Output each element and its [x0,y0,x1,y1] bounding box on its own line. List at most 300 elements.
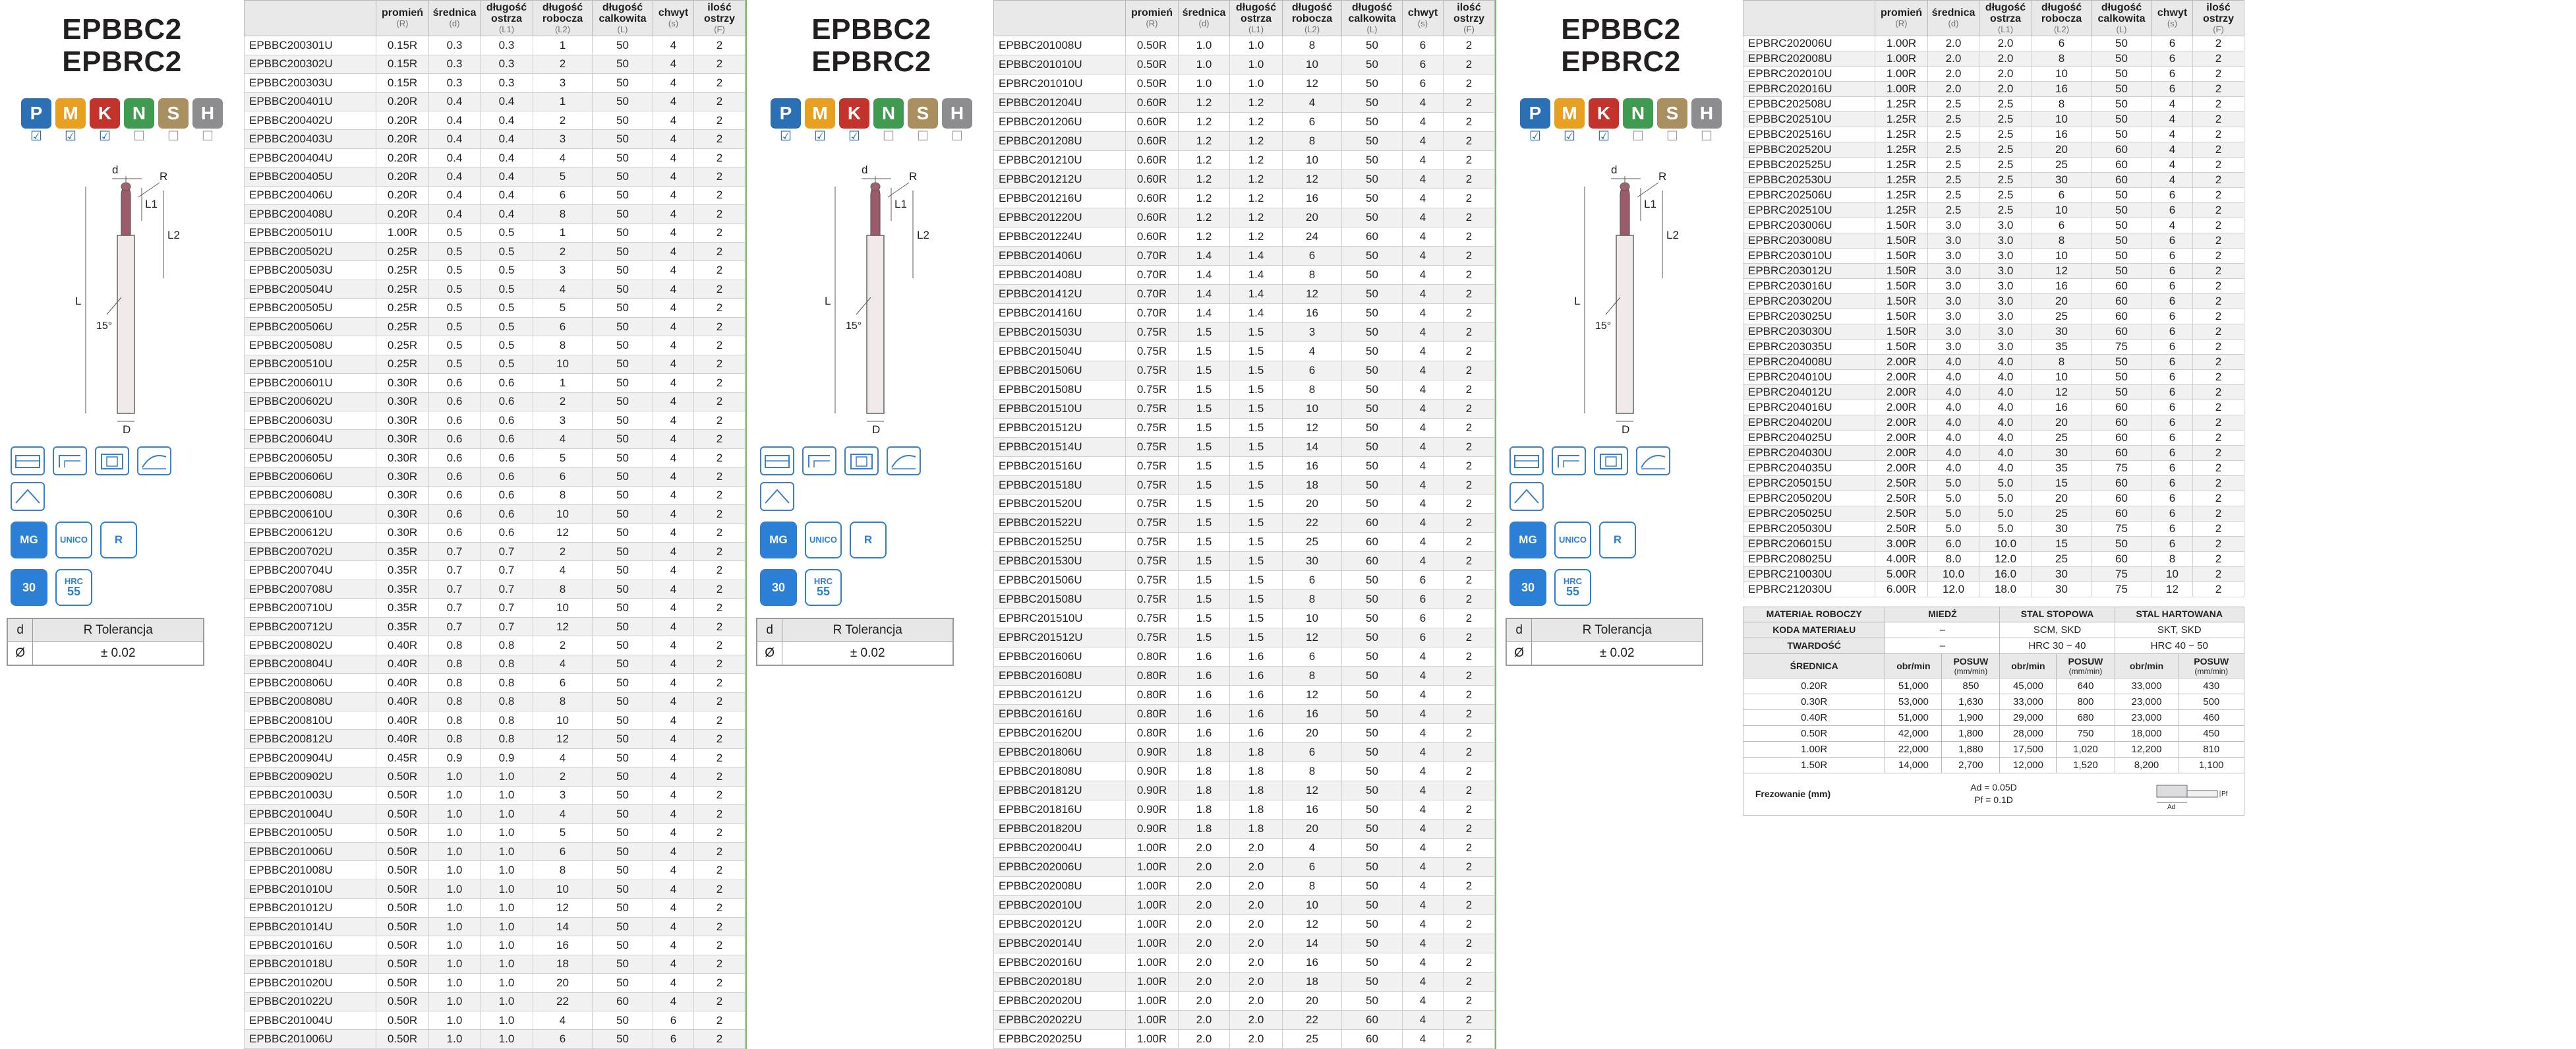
cell-value: 1.0 [429,955,481,973]
cell-value: 60 [2092,158,2152,173]
label-hardness: TWARDOŚĆ [1743,638,1885,653]
cell-value: 4.0 [1928,415,1979,431]
cell-value: 8 [533,861,593,880]
cell-value: 6 [2152,385,2193,400]
cell-value: 2 [2193,188,2244,203]
feature-icon-row-b-1 [7,482,237,511]
cell-value: 0.75R [1126,571,1179,590]
cell-value: 10 [1283,399,1342,418]
cell-value: 30 [2032,324,2092,340]
cell-value: 4 [533,655,593,673]
cell-value: 4 [653,205,694,224]
table-row [994,533,1495,552]
table-row [994,55,1495,75]
cell-value: 1.00R [1126,895,1179,914]
cell-value: 0.50R [376,1011,429,1029]
cell-value: 50 [1342,667,1403,686]
cell-value: 2.0 [1928,51,1979,67]
cell-value: 1.2 [1179,208,1230,227]
cell-value: 12 [533,899,593,917]
cell-value: 1.0 [1230,36,1283,55]
ramping-icon [760,482,794,511]
cell-value: 1.5 [1230,418,1283,437]
cell-value: 4 [1403,647,1444,667]
cell-value: 2 [1444,800,1495,819]
cell-value: 1.5 [1179,495,1230,514]
cell-product-code: EPBBC200501U [245,224,376,242]
cell-value: 2 [1444,418,1495,437]
cell-product-code: EPBBC201010U [994,55,1126,75]
material-icons-row-3 [1506,98,1736,144]
cell-value: 0.40R [376,636,429,655]
cell-value: 50 [593,543,653,561]
table-row [994,75,1495,94]
cell-value: 2 [533,543,593,561]
cell-product-code: EPBBC201408U [994,265,1126,284]
radius-badge [1599,522,1636,558]
cell-value: 2 [2193,567,2244,582]
cell-value: 1.0 [429,861,481,880]
cell-value: 4 [2152,97,2193,112]
cell-value: 60 [2092,415,2152,431]
cell-value: 6 [2152,294,2193,309]
cell-value: 4 [653,167,694,186]
cell-value: 5 [533,299,593,317]
cell-value: 4 [653,992,694,1011]
cell-value: 2 [1444,246,1495,265]
badge-label: MG [1519,533,1537,546]
cell-value: 14 [533,917,593,936]
cell-value: 4 [653,524,694,542]
material-check: ☐ [951,129,963,144]
cell-value: 2 [694,74,746,92]
cell-value: 1.0 [429,1011,481,1029]
cell-value: 2 [694,580,746,598]
column-header-5: długość calkowita (L) [593,1,653,36]
table-row [245,167,746,186]
cell-product-code: EPBBC202508U [1743,97,1875,112]
subheader-rpm: obr/min [2000,653,2057,678]
cell-cutting-value: 450 [2179,725,2244,741]
cell-product-code: EPBBC200403U [245,130,376,148]
cell-value: 2.5 [1979,142,2032,158]
cell-value: 4 [1403,475,1444,495]
cell-value: 2 [694,148,746,167]
tolerance-header-r: R Tolerancja [782,618,953,642]
table-row [994,1010,1495,1029]
cell-value: 0.25R [376,261,429,280]
svg-text:R: R [909,169,918,183]
cell-value: 2 [694,524,746,542]
cell-product-code: EPBBC200508U [245,336,376,355]
table-row [1743,431,2244,446]
cell-product-code: EPBRC203035U [1743,340,1875,355]
cell-product-code: EPBBC202018U [994,972,1126,991]
cell-value: 2.00R [1875,400,1928,415]
cell-value: 4 [1403,437,1444,456]
cell-value: 0.7 [481,561,533,580]
cell-value: 60 [2092,431,2152,446]
table-row [1743,279,2244,294]
cell-value: 50 [1342,75,1403,94]
tolerance-value-r: ± 0.02 [782,642,953,665]
cell-value: 2 [1444,399,1495,418]
cell-value: 16 [1283,189,1342,208]
cell-value: 60 [2092,506,2152,522]
cell-value: 6 [533,186,593,204]
cutting-data-table [1743,607,2244,773]
cell-value: 2 [2193,264,2244,279]
cell-value: 3.0 [1979,264,2032,279]
cell-value: 0.6 [481,448,533,467]
cell-value: 0.15R [376,74,429,92]
cell-value: 4 [1403,705,1444,724]
material-code: SKT, SKD [2115,622,2244,638]
cell-value: 4.0 [1928,400,1979,415]
cell-value: 50 [1342,895,1403,914]
cell-value: 25 [2032,431,2092,446]
cell-product-code: EPBRC204035U [1743,461,1875,476]
badge-label: R [1613,533,1622,546]
cell-value: 1.0 [429,880,481,898]
material-P [771,98,801,144]
table-row [1743,537,2244,552]
cell-value: 50 [593,243,653,261]
cell-value: 10 [1283,609,1342,628]
cell-cutting-value: 1,020 [2057,741,2115,757]
badge-row-1 [7,522,237,558]
cell-value: 0.7 [481,580,533,598]
svg-text:15°: 15° [846,320,862,332]
cell-value: 75 [2092,340,2152,355]
material-letter: K [839,98,869,129]
cell-value: 1.6 [1230,724,1283,743]
cell-value: 2 [2193,491,2244,506]
subheader-rpm: obr/min [1885,653,1942,678]
cell-value: 4 [1403,265,1444,284]
cell-value: 50 [593,505,653,524]
cell-value: 3 [533,261,593,280]
cell-value: 60 [1342,227,1403,246]
cell-value: 2 [2193,582,2244,597]
cell-value: 4 [1403,361,1444,380]
table-row [994,418,1495,437]
cell-value: 5.0 [1928,491,1979,506]
cell-value: 2.0 [1179,1010,1230,1029]
table-row [1743,415,2244,431]
cell-product-code: EPBBC201508U [994,590,1126,609]
cell-value: 25 [2032,506,2092,522]
cell-value: 1.5 [1179,399,1230,418]
cell-value: 20 [1283,819,1342,838]
cell-value: 6 [2152,67,2193,82]
material-H [192,98,223,144]
cell-value: 4 [653,805,694,824]
cell-product-code: EPBBC200802U [245,636,376,655]
cell-value: 2 [2193,127,2244,142]
cell-value: 60 [1342,1029,1403,1048]
cell-value: 8 [533,336,593,355]
badge-row-2-2 [756,569,987,606]
cell-value: 2 [694,861,746,880]
cell-value: 2 [694,730,746,748]
table-row [245,224,746,242]
cell-value: 6 [1403,590,1444,609]
cell-value: 1.5 [1179,552,1230,571]
cell-value: 4 [1403,514,1444,533]
cell-value: 0.3 [429,55,481,73]
cell-value: 6 [533,317,593,336]
svg-text:Pf: Pf [2221,790,2228,798]
table-row [1743,370,2244,385]
cell-product-code: EPBBC202525U [1743,158,1875,173]
table-row [245,561,746,580]
cell-value: 1.4 [1230,284,1283,303]
table-row [994,781,1495,800]
cell-value: 4 [653,55,694,73]
cell-product-code: EPBBC202008U [994,876,1126,895]
cell-value: 2 [1444,762,1495,781]
cell-value: 12.0 [1928,582,1979,597]
label-material-code: KODA MATERIAŁU [1743,622,1885,638]
column-header-0 [994,1,1126,36]
cell-value: 2 [694,748,746,767]
cell-value: 2 [2193,51,2244,67]
cell-value: 4 [653,36,694,55]
column-header-1: promień (R) [1126,1,1179,36]
table-row [245,448,746,467]
cell-value: 8 [533,486,593,504]
table-row [245,730,746,748]
cell-value: 6 [1283,857,1342,876]
table-row [245,336,746,355]
cell-value: 2 [1444,265,1495,284]
cell-product-code: EPBBC200601U [245,374,376,392]
milling-footer [1743,773,2244,816]
cell-product-code: EPBBC201510U [994,399,1126,418]
cell-value: 16 [2032,279,2092,294]
cell-value: 0.50R [376,917,429,936]
table-row [1743,173,2244,188]
cell-value: 1.5 [1179,628,1230,647]
cell-value: 2 [694,261,746,280]
column-header-2: średnica (d) [429,1,481,36]
material-P [21,98,51,144]
cell-product-code: EPBBC202520U [1743,142,1875,158]
cell-value: 0.50R [376,992,429,1011]
column-header-0 [245,1,376,36]
cell-value: 2.5 [1928,203,1979,218]
table-row [994,991,1495,1010]
cell-value: 4 [1403,743,1444,762]
cell-value: 4 [1403,456,1444,475]
cell-value: 0.75R [1126,590,1179,609]
table-row [1743,355,2244,370]
cell-value: 2 [2193,294,2244,309]
cell-value: 5.0 [1979,522,2032,537]
table-row [245,824,746,842]
cell-value: 12 [1283,686,1342,705]
cell-value: 4 [1403,1029,1444,1048]
cell-value: 0.50R [376,936,429,955]
radius-badge [100,522,137,558]
cell-value: 0.7 [429,599,481,617]
cell-value: 1.0 [429,936,481,955]
table-row [994,895,1495,914]
cell-value: 50 [593,486,653,504]
cell-value: 12 [2152,582,2193,597]
cell-value: 0.5 [481,280,533,298]
cell-value: 1.8 [1230,819,1283,838]
cell-value: 3.0 [1979,279,2032,294]
slot-milling-icon [95,446,129,475]
cell-value: 2.00R [1875,370,1928,385]
table-row [245,205,746,224]
cell-product-code: EPBBC200710U [245,599,376,617]
cell-diameter: 0.30R [1743,694,1885,709]
hrc-badge [1554,569,1591,606]
cell-value: 0.5 [481,224,533,242]
cell-value: 1.4 [1179,303,1230,322]
cell-product-code: EPBBC201518U [994,475,1126,495]
cell-value: 0.8 [481,674,533,692]
cell-value: 20 [1283,991,1342,1010]
cell-value: 1.00R [1875,51,1928,67]
table-row [1743,188,2244,203]
cell-value: 2 [533,636,593,655]
cell-value: 0.4 [429,205,481,224]
cell-product-code: EPBBC202004U [994,838,1126,857]
cell-value: 4 [1283,342,1342,361]
tolerance-box-2 [756,618,954,666]
cell-value: 4 [653,636,694,655]
cell-value: 2.5 [1979,188,2032,203]
cell-value: 50 [2092,385,2152,400]
cell-value: 2.0 [1179,876,1230,895]
cell-value: 4 [1403,399,1444,418]
cell-value: 2 [1444,1010,1495,1029]
cell-product-code: EPBBC200810U [245,711,376,729]
corner-milling-icon [802,446,836,475]
cell-product-code: EPBBC201616U [994,705,1126,724]
cell-value: 20 [1283,495,1342,514]
cell-value: 50 [593,974,653,992]
cell-value: 0.4 [481,205,533,224]
cell-value: 1.0 [481,955,533,973]
cell-value: 0.75R [1126,514,1179,533]
table-body [994,36,1495,1049]
cell-value: 50 [1342,380,1403,399]
cell-value: 8 [1283,762,1342,781]
table-3 [1743,0,2244,597]
cell-value: 2 [2193,233,2244,249]
cell-value: 0.20R [376,148,429,167]
cell-cutting-value: 500 [2179,694,2244,709]
svg-text:d: d [1611,163,1618,176]
subheader-feed: POSUW (mm/min) [1942,653,2000,678]
cell-value: 4 [1403,552,1444,571]
panel-2 [749,0,1495,1049]
table-row [1743,522,2244,537]
cell-value: 2 [694,599,746,617]
cell-value: 14 [1283,437,1342,456]
pocket-milling-icon [760,446,794,475]
cell-value: 0.25R [376,243,429,261]
column-header-5: długość calkowita (L) [2092,1,2152,36]
cell-value: 4 [1403,991,1444,1010]
cell-value: 0.8 [481,636,533,655]
tolerance-value-d: Ø [8,642,33,665]
material-letter: M [55,98,86,129]
cell-value: 4 [1403,208,1444,227]
table-row [245,936,746,955]
cell-value: 50 [1342,437,1403,456]
cell-value: 50 [1342,475,1403,495]
cell-product-code: EPBBC200605U [245,448,376,467]
cell-value: 1.0 [481,936,533,955]
cell-value: 2 [2193,415,2244,431]
cell-product-code: EPBBC200708U [245,580,376,598]
table-row [994,762,1495,781]
cell-value: 50 [593,599,653,617]
cell-value: 3 [533,411,593,429]
cell-product-code: EPBRC203006U [1743,218,1875,233]
material-letter: H [942,98,972,129]
cell-value: 3.0 [1928,249,1979,264]
cell-value: 2 [694,392,746,411]
cell-value: 2 [2193,279,2244,294]
cell-value: 0.50R [376,805,429,824]
cell-value: 1.0 [1179,36,1230,55]
cell-value: 30 [2032,582,2092,597]
material-check: ☐ [202,129,214,144]
cell-cutting-value: 810 [2179,741,2244,757]
cell-product-code: EPBBC200902U [245,767,376,786]
svg-text:D: D [123,423,131,436]
hardness-value: HRC 30 ~ 40 [2000,638,2115,653]
material-letter: N [873,98,904,129]
cell-product-code: EPBRC202006U [1743,36,1875,51]
cell-value: 60 [1342,533,1403,552]
cell-product-code: EPBBC200608U [245,486,376,504]
cell-value: 6 [2152,36,2193,51]
cell-value: 0.25R [376,336,429,355]
cell-value: 50 [1342,857,1403,876]
cell-value: 2 [1444,132,1495,151]
cell-value: 2 [694,505,746,524]
cell-value: 50 [593,524,653,542]
cell-diameter: 1.50R [1743,757,1885,773]
cell-value: 0.75R [1126,552,1179,571]
table-row [245,130,746,148]
cell-value: 2 [2193,142,2244,158]
cell-value: 3.0 [1979,218,2032,233]
cell-value: 0.90R [1126,781,1179,800]
cell-value: 6 [2152,249,2193,264]
cell-value: 1.00R [1126,953,1179,972]
cell-value: 20 [2032,491,2092,506]
cell-value: 60 [2092,552,2152,567]
column-header-1: promień (R) [1875,1,1928,36]
cell-value: 50 [2092,218,2152,233]
cell-value: 6 [1283,571,1342,590]
cell-product-code: EPBRC204025U [1743,431,1875,446]
brand-badge-unico [805,522,842,558]
table-body [245,36,746,1049]
cell-value: 3.0 [1928,233,1979,249]
cell-value: 75 [2092,582,2152,597]
cell-product-code: EPBRC202016U [1743,82,1875,97]
